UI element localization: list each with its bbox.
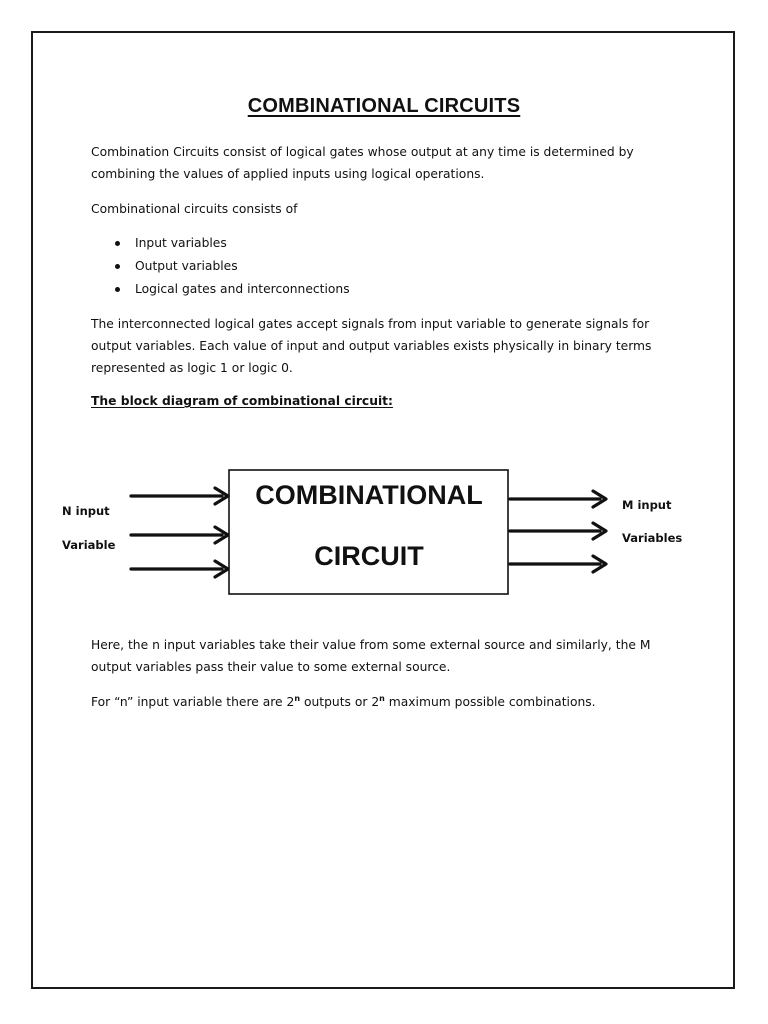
bullet-icon [115,264,120,269]
input-label-1: N input [62,504,110,518]
combinations-paragraph [91,691,691,713]
intro-paragraph: Combination Circuits consist of logical gates whose output at any time is determined by combining the values of applied inputs using logical operations. [91,145,634,181]
output-label-1: M input [622,498,672,512]
consists-paragraph: Combinational circuits consists of [91,202,298,216]
list-item-text: Input variables [135,236,227,250]
document-title: COMBINATIONAL CIRCUITS [247,95,521,117]
output-arrows [510,491,606,572]
component-list [113,232,350,301]
external-source-paragraph: Here, the n input variables take their value from some external source and similarly, the M output variables pass their value to some external source. [91,638,651,674]
list-item [113,278,350,301]
list-item [113,232,350,255]
list-item-text: Output variables [135,259,238,273]
bullet-icon [115,287,120,292]
block-label-line-2: CIRCUIT [314,541,424,571]
list-item [113,255,350,278]
output-arrow-2 [510,523,606,539]
output-arrow-1 [510,491,606,507]
bullet-icon [115,241,120,246]
input-arrow-2 [131,527,228,543]
combinations-suffix: maximum possible combinations. [384,695,596,709]
block-label-line-1: COMBINATIONAL [255,480,483,510]
input-arrow-1 [131,488,228,504]
list-item-text: Logical gates and interconnections [135,282,350,296]
input-label-2: Variable [62,538,116,552]
exponent-1: n [294,694,301,703]
output-arrow-3 [510,556,606,572]
block-diagram-heading: The block diagram of combinational circuit: [91,394,393,408]
combinations-middle: outputs or 2 [300,695,380,709]
interconnected-paragraph: The interconnected logical gates accept signals from input variable to generate signals for output variables. Each value of input and output variables exists physically in binary terms represented as logic 1 or logic 0. [91,317,652,375]
combinations-prefix: For “n” input variable there are 2 [91,695,295,709]
input-arrows [131,488,228,577]
input-arrow-3 [131,561,228,577]
output-label-2: Variables [622,531,683,545]
exponent-2: n [379,694,385,703]
block-diagram [0,440,768,630]
